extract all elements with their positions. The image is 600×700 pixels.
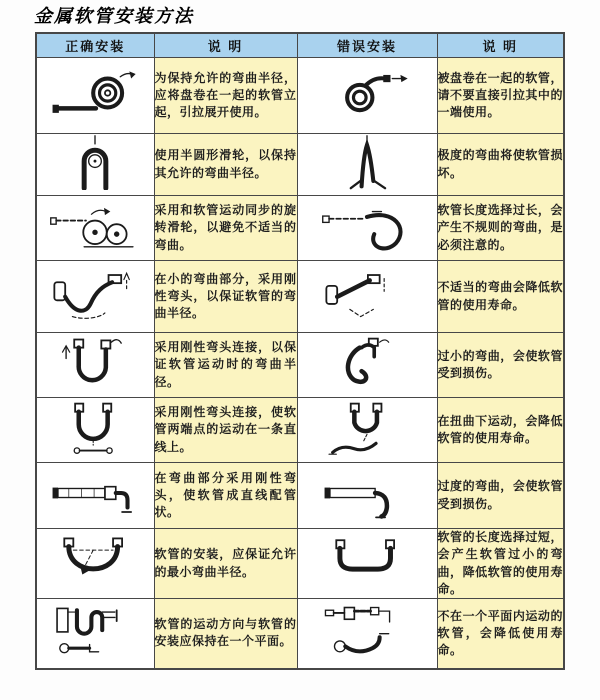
hose-with-sync-rotating-pulleys-icon	[43, 198, 147, 254]
wrong-install-image-cell	[297, 398, 437, 463]
correct-description-cell	[154, 463, 297, 529]
correct-description-cell-text: 在弯曲部分采用刚性弯头，使软管成直线配管状。	[154, 470, 297, 520]
wrong-description-cell-text: 软管长度选择过长，会产生不规则的弯曲，是必须注意的。	[437, 203, 563, 252]
hose-on-semicircular-pulley-icon	[43, 134, 147, 190]
wrong-description-cell	[437, 196, 564, 261]
col-header-wrong-description: 说 明	[437, 33, 564, 58]
table-body	[36, 58, 564, 669]
correct-install-image-cell	[36, 196, 154, 261]
correct-install-image-cell	[36, 398, 154, 463]
wrong-install-image-cell	[297, 196, 437, 261]
short-hose-flat-u-icon	[315, 533, 419, 589]
correct-description-cell-text: 软管的安装，应保证允许的最小弯曲半径。	[154, 547, 297, 579]
correct-description-cell	[154, 134, 297, 196]
wrong-description-cell-text: 不适当的弯曲会降低软管的使用寿命。	[437, 280, 563, 312]
aligned-u-hose-icon	[43, 400, 147, 456]
correct-install-image-cell	[36, 463, 154, 529]
overlong-hose-irregular-loop-icon	[315, 198, 419, 254]
table-row	[36, 333, 564, 398]
wrong-description-cell-text: 过小的弯曲，会使软管受到损伤。	[437, 348, 563, 380]
installation-table	[35, 32, 565, 670]
correct-description-cell	[154, 196, 297, 261]
correct-description-cell-text: 采用刚性弯头连接，使软管两端点的运动在一条直线上。	[154, 405, 297, 454]
correct-description-cell	[154, 333, 297, 398]
wrong-install-image-cell	[297, 333, 437, 398]
wrong-description-cell-text: 不在一个平面内运动的软管，会降低使用寿命。	[437, 608, 563, 657]
wrong-install-image-cell	[297, 529, 437, 599]
wrong-description-cell	[437, 398, 564, 463]
table-row	[36, 196, 564, 261]
col-header-correct-description: 说 明	[154, 33, 297, 58]
wrong-description-cell-text: 在扭曲下运动，会降低软管的使用寿命。	[437, 413, 563, 445]
coil-end-pulled-hose-icon	[315, 65, 419, 121]
wrong-description-cell-text: 被盘卷在一起的软管，请不要直接引拉其中的一端使用。	[437, 70, 563, 120]
twisted-u-hose-icon	[315, 400, 419, 456]
page	[0, 2, 600, 700]
u-hose-with-rigid-elbows-icon	[43, 335, 147, 391]
wrong-description-cell	[437, 134, 564, 196]
correct-description-cell-text: 采用和软管运动同步的旋转滑轮，以避免不适当的弯曲。	[154, 203, 297, 252]
table-row	[36, 463, 564, 529]
wrong-description-cell	[437, 599, 564, 669]
col-header-correct-install: 正确安装	[36, 33, 154, 58]
correct-description-cell-text: 使用半圆形滑轮，以保持其允许的弯曲半径。	[154, 148, 297, 180]
standing-coil-unrolled-hose-icon	[43, 65, 147, 121]
correct-description-cell	[154, 58, 297, 134]
correct-description-cell	[154, 398, 297, 463]
hose-in-one-plane-icon	[43, 603, 147, 659]
undersized-bend-hose-icon	[315, 335, 419, 391]
overbent-hose-end-icon	[315, 465, 419, 521]
page-title: 金属软管安装方法	[34, 6, 194, 27]
correct-install-image-cell	[36, 58, 154, 134]
wrong-description-cell	[437, 58, 564, 134]
sharp-bend-at-fitting-icon	[315, 266, 419, 322]
s-bend-with-rigid-elbow-icon	[43, 266, 147, 322]
wide-u-min-radius-hose-icon	[43, 533, 147, 589]
wrong-description-cell-text: 过度的弯曲，会使软管受到损伤。	[437, 479, 563, 511]
correct-description-cell-text: 采用刚性弯头连接，以保证软管运动时的弯曲半径。	[154, 340, 297, 389]
wrong-install-image-cell	[297, 463, 437, 529]
wrong-description-cell	[437, 529, 564, 599]
correct-install-image-cell	[36, 599, 154, 669]
col-header-wrong-install: 错误安装	[297, 33, 437, 58]
correct-install-image-cell	[36, 333, 154, 398]
correct-description-cell	[154, 529, 297, 599]
wrong-description-cell	[437, 333, 564, 398]
wrong-install-image-cell	[297, 261, 437, 333]
table-row	[36, 58, 564, 134]
straight-hose-with-elbow-icon	[43, 465, 147, 521]
hose-out-of-plane-icon	[315, 603, 419, 659]
correct-install-image-cell	[36, 261, 154, 333]
correct-description-cell-text: 在小的弯曲部分，采用刚性弯头，以保证软管的弯曲半径。	[154, 271, 297, 321]
table-row	[36, 134, 564, 196]
correct-description-cell-text: 为保持允许的弯曲半径，应将盘卷在一起的软管立起，引拉展开使用。	[154, 70, 297, 120]
correct-description-cell-text: 软管的运动方向与软管的安装应保持在一个平面。	[154, 617, 297, 649]
table-row	[36, 529, 564, 599]
wrong-description-cell-text: 极度的弯曲将使软管损坏。	[437, 148, 563, 180]
table-row	[36, 261, 564, 333]
header-row	[36, 33, 564, 58]
extremely-bent-hose-icon	[315, 134, 419, 190]
table-row	[36, 599, 564, 669]
table-row	[36, 398, 564, 463]
wrong-description-cell	[437, 463, 564, 529]
wrong-install-image-cell	[297, 134, 437, 196]
correct-description-cell	[154, 261, 297, 333]
correct-description-cell	[154, 599, 297, 669]
wrong-install-image-cell	[297, 58, 437, 134]
correct-install-image-cell	[36, 134, 154, 196]
wrong-description-cell-text: 软管的长度选择过短，会产生软管过小的弯曲，降低软管的使用寿命。	[437, 530, 563, 596]
correct-install-image-cell	[36, 529, 154, 599]
wrong-install-image-cell	[297, 599, 437, 669]
wrong-description-cell	[437, 261, 564, 333]
